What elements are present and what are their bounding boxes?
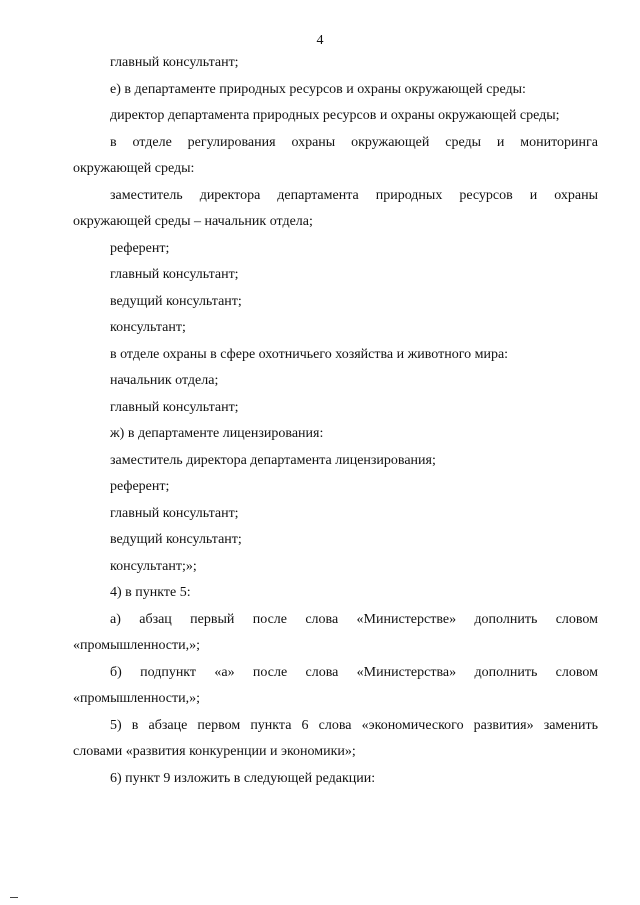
- text-line: ведущий консультант;: [110, 532, 242, 547]
- text-line: консультант;»;: [110, 558, 197, 574]
- text-line: референт;: [110, 479, 170, 494]
- text-line: «промышленности,»;: [73, 638, 201, 653]
- text-line: е) в департаменте природных ресурсов и охраны окружающей среды:: [110, 81, 526, 97]
- text-line: главный консультант;: [110, 267, 239, 282]
- text-line: в отделе охраны в сфере охотничьего хозяйства и животного мира:: [110, 346, 509, 362]
- text-line: 5) в абзаце первом пункта 6 слова «экономического развития» заменить: [110, 717, 598, 733]
- text-line: заместитель директора департамента лицензирования;: [110, 452, 436, 468]
- text-line: главный консультант;: [110, 505, 239, 521]
- text-line: 6) пункт 9 изложить в следующей редакции:: [110, 770, 376, 786]
- text-line: «промышленности,»;: [73, 691, 201, 706]
- text-line: а) абзац первый после слова «Министерстве» дополнить словом: [110, 611, 598, 627]
- page-number: 4: [316, 33, 324, 48]
- text-line: референт;: [110, 240, 170, 256]
- text-line: директор департамента природных ресурсов и охраны окружающей среды;: [110, 108, 560, 123]
- text-line: окружающей среды:: [73, 161, 195, 176]
- document-body: [73, 50, 598, 792]
- text-line: 4) в пункте 5:: [110, 585, 191, 600]
- scan-mark: [10, 897, 18, 898]
- text-line: главный консультант;: [110, 399, 239, 415]
- text-line: окружающей среды – начальник отдела;: [73, 214, 313, 229]
- text-line: в отделе регулирования охраны окружающей среды и мониторинга: [110, 134, 598, 150]
- text-line: б) подпункт «а» после слова «Министерства» дополнить словом: [110, 664, 598, 680]
- text-line: главный консультант;: [110, 55, 239, 70]
- text-line: начальник отдела;: [110, 373, 219, 388]
- text-line: заместитель директора департамента природных ресурсов и охраны: [110, 187, 598, 203]
- text-line: ведущий консультант;: [110, 293, 242, 309]
- text-line: ж) в департаменте лицензирования:: [110, 426, 324, 441]
- text-line: словами «развития конкуренции и экономики»;: [73, 744, 356, 759]
- text-line: консультант;: [110, 320, 186, 335]
